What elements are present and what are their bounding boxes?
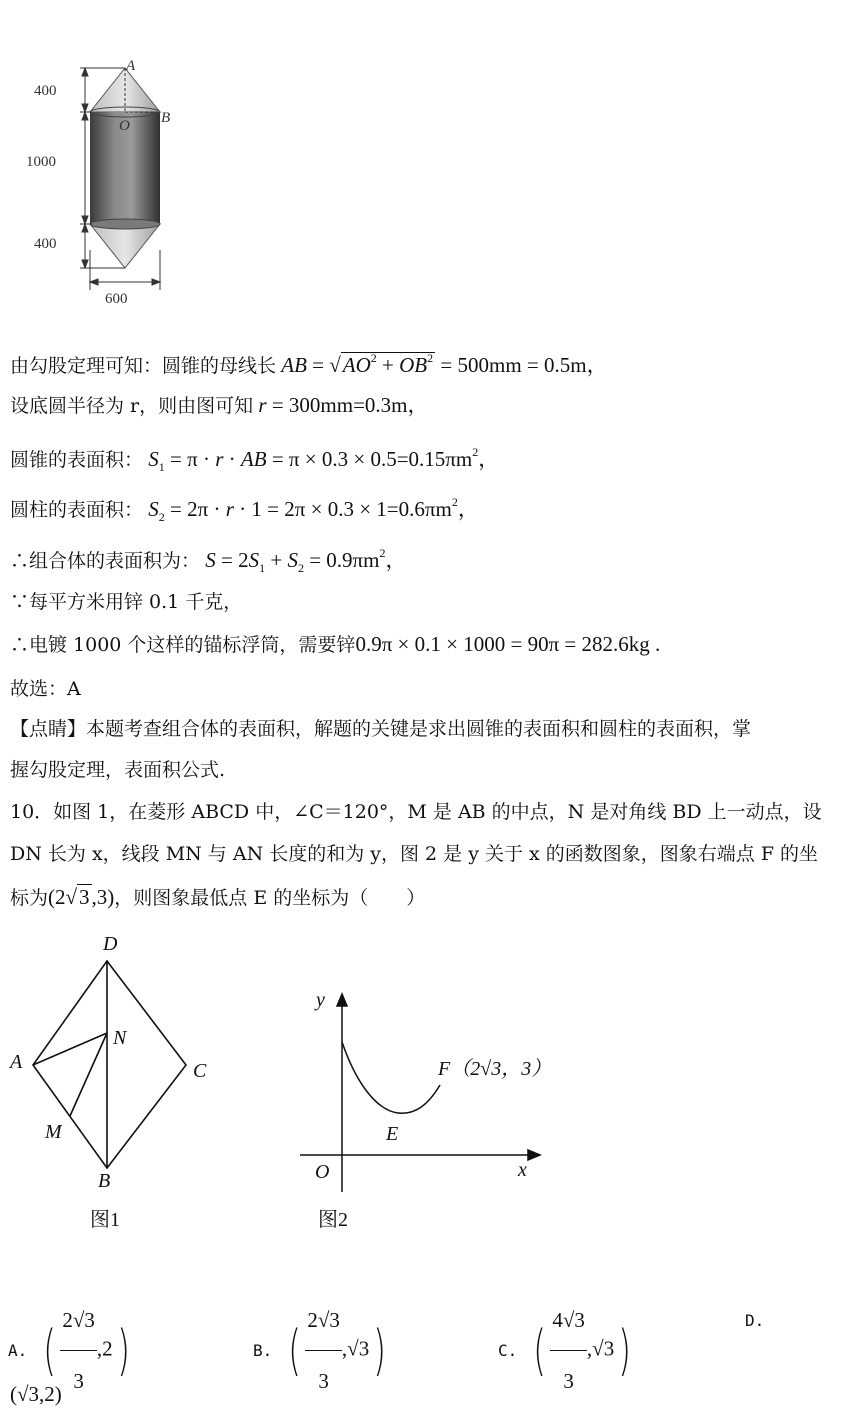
question-text: 标为 xyxy=(10,887,49,909)
question-line-2: DN 长为 x，线段 MN 与 AN 长度的和为 y，图 2 是 y 关于 x 的函数图象，图象右端点 F 的坐 xyxy=(10,843,819,865)
solution-text: ∴组合体的表面积为： xyxy=(10,550,201,572)
solution-line-7 xyxy=(10,632,660,657)
question-line-1: 10．如图 1，在菱形 ABCD 中，∠C＝120°，M 是 AB 的中点，N 是对角线 BD 上一动点，设 xyxy=(10,801,822,823)
point-f-label: F（2√3，3） xyxy=(438,1058,552,1080)
solution-math: $S = 2S_1 + S_2 = 0.9\pi m^2$， xyxy=(205,546,407,575)
label-d: D xyxy=(103,933,118,955)
figure-1-caption: 图1 xyxy=(90,1209,120,1231)
solution-line-3 xyxy=(10,440,499,479)
option-second: √3 xyxy=(592,1336,615,1361)
option-fraction: $\frac{2√3}{3}$ xyxy=(60,1290,97,1411)
dim-middle-label: 1000 xyxy=(26,154,56,170)
solution-text: ∴电镀 1000 个这样的锚标浮筒，需要锌 xyxy=(10,634,356,656)
paren-right: ) xyxy=(373,1318,387,1382)
label-c: C xyxy=(193,1060,207,1082)
solution-line-10: 握勾股定理，表面积公式. xyxy=(10,759,226,781)
dim-bottom-label: 400 xyxy=(34,236,57,252)
paren-right: ) xyxy=(618,1318,632,1382)
solution-math: r = 300mm=0.3m， xyxy=(258,393,429,417)
solution-line-2 xyxy=(10,393,429,418)
function-curve xyxy=(342,1042,440,1113)
label-a: A xyxy=(10,1051,23,1073)
paren-right: ) xyxy=(116,1318,130,1382)
point-o-label: O xyxy=(119,118,130,134)
solution-text: 设底圆半径为 r，则由图可知 xyxy=(10,395,254,417)
solution-line-4 xyxy=(10,490,479,529)
option-second: √3 xyxy=(347,1336,370,1361)
option-label: B. xyxy=(253,1340,273,1360)
paren-left: ( xyxy=(533,1318,547,1382)
option-a[interactable]: A. ( $\frac{2√3}{3}$ ,2) xyxy=(8,1290,134,1411)
figure-2-graph xyxy=(290,980,560,1235)
figure-2-caption: 图2 xyxy=(318,1209,348,1231)
solution-line-9: 【点睛】本题考查组合体的表面积，解题的关键是求出圆锥的表面积和圆柱的表面积，掌 xyxy=(10,718,752,740)
solution-math: AB = $√AO^2 + OB^2 = 500mm = 0.5m$， xyxy=(281,351,608,377)
bottom-cone xyxy=(90,224,160,268)
y-axis-label: y xyxy=(316,989,325,1011)
point-a-label: A xyxy=(126,58,136,74)
option-d-value[interactable]: (√3,2) xyxy=(10,1382,62,1406)
dim-width-label: 600 xyxy=(105,291,128,307)
option-fraction: $\frac{2√3}{3}$ xyxy=(305,1290,342,1411)
solution-math: 0.9π × 0.1 × 1000 = 90π = 282.6kg . xyxy=(355,632,661,656)
y-axis-arrow xyxy=(337,994,347,1006)
solution-text: 圆柱的表面积： xyxy=(10,499,144,521)
x-axis-label: x xyxy=(518,1159,527,1181)
label-b: B xyxy=(98,1170,111,1192)
segment-mn xyxy=(70,1033,107,1116)
solution-line-6: ∵每平方米用锌 0.1 千克， xyxy=(10,591,243,613)
question-line-3 xyxy=(10,885,425,910)
option-label: C. xyxy=(498,1340,518,1360)
option-second: 2 xyxy=(102,1336,113,1361)
paren-left: ( xyxy=(43,1318,57,1382)
label-m: M xyxy=(45,1121,62,1143)
x-axis-arrow xyxy=(528,1150,540,1160)
solution-line-8: 故选：A xyxy=(10,678,81,700)
point-e-label: E xyxy=(386,1123,399,1145)
option-c[interactable]: C. ( $\frac{4√3}{3}$ ,√3) xyxy=(498,1290,635,1411)
paren-left: ( xyxy=(288,1318,302,1382)
option-b[interactable]: B. ( $\frac{2√3}{3}$ ,√3) xyxy=(253,1290,390,1411)
solution-math: $S_1 = \pi \cdot r$ · AB = $\pi \times 0.3 \times 0.5=0.15\pi m^2$， xyxy=(148,445,500,474)
question-coord: (2√3,3) xyxy=(48,885,115,909)
origin-label: O xyxy=(315,1161,330,1183)
option-fraction: $\frac{4√3}{3}$ xyxy=(550,1290,587,1411)
cylinder-figure xyxy=(20,50,190,310)
question-text: ，则图象最低点 E 的坐标为（ ） xyxy=(114,887,426,909)
solution-text: 由勾股定理可知：圆锥的母线长 xyxy=(10,355,277,377)
option-d[interactable] xyxy=(745,1290,770,1351)
solution-text: 圆锥的表面积： xyxy=(10,449,144,471)
option-label: A. xyxy=(8,1340,28,1360)
solution-line-1 xyxy=(10,346,608,378)
option-label: D. xyxy=(745,1311,765,1330)
label-n: N xyxy=(113,1027,127,1049)
solution-math: $S_2 = 2\pi \cdot r \cdot 1 = 2\pi \times 0.3 \times 1=0.6\pi m^2$， xyxy=(148,495,479,524)
point-b-label: B xyxy=(161,110,171,126)
dim-top-label: 400 xyxy=(34,83,57,99)
figure-1-rhombus xyxy=(0,925,220,1235)
solution-line-5 xyxy=(10,541,406,580)
